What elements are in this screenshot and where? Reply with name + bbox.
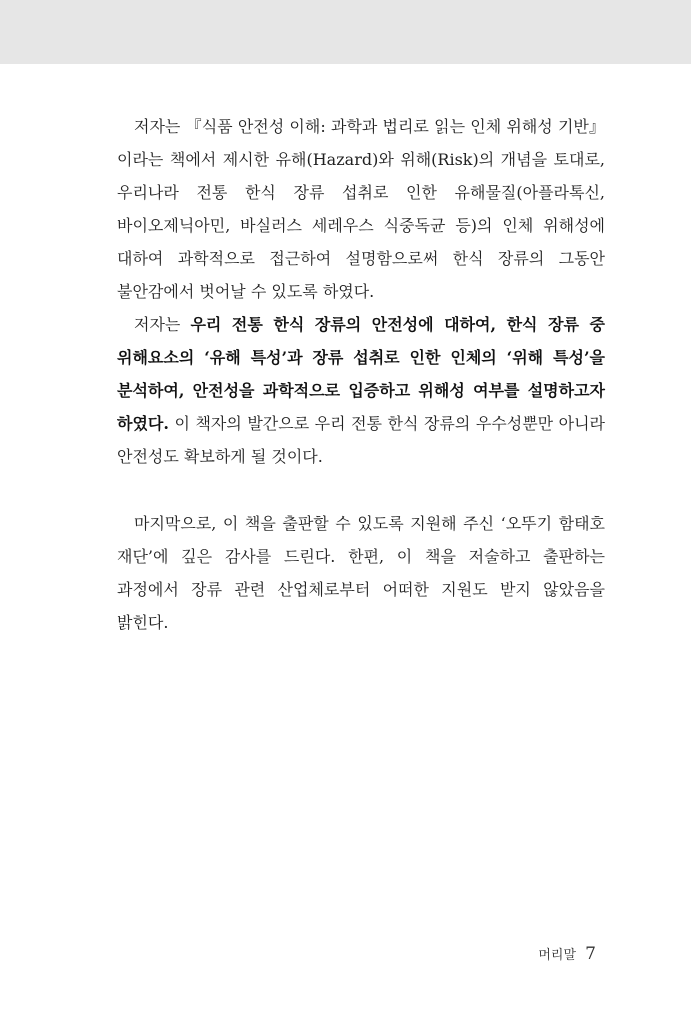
page-number: 7 [585, 944, 596, 964]
paragraph-acknowledgement [117, 507, 605, 639]
paragraph-text: 저자는 『식품 안전성 이해: 과학과 법리로 읽는 인체 위해성 기반』이라는 책에서 제시한 유해(Hazard)와 위해(Risk)의 개념을 토대로, 우리나라 전통 한식 장류 섭취로 인한 유해물질(아플라톡신, 바이오제닉아민, 바실러스 세레우스 식중독균 등)의 인체 위해성에 대하여 과학적으로 접근하여 설명함으로써 한식 장류의 그동안 불안감에서 벗어날 수 있도록 하였다. [117, 117, 605, 301]
page-body [117, 110, 605, 639]
paragraph-emphasis: 우리 전통 한식 장류의 안전성에 대하여, 한식 장류 중 위해요소의 ‘유해 특성’과 장류 섭취로 인한 인체의 ‘위해 특성’을 분석하여, 안전성을 과학적으로 입증하고 위해성 여부를 설명하고자 하였다. [117, 315, 605, 433]
paragraph-purpose [117, 308, 605, 473]
paragraph-spacer [117, 473, 605, 507]
top-gray-band [0, 0, 691, 64]
paragraph-intro [117, 110, 605, 308]
paragraph-text: 저자는 [134, 315, 191, 334]
paragraph-text: 이 책자의 발간으로 우리 전통 한식 장류의 우수성뿐만 아니라 안전성도 확보하게 될 것이다. [117, 414, 605, 466]
section-title: 머리말 [538, 948, 577, 963]
page-footer [538, 944, 596, 964]
paragraph-text: 마지막으로, 이 책을 출판할 수 있도록 지원해 주신 ‘오뚜기 함태호 재단’에 깊은 감사를 드린다. 한편, 이 책을 저술하고 출판하는 과정에서 장류 관련 산업체로부터 어떠한 지원도 받지 않았음을 밝힌다. [117, 514, 605, 632]
